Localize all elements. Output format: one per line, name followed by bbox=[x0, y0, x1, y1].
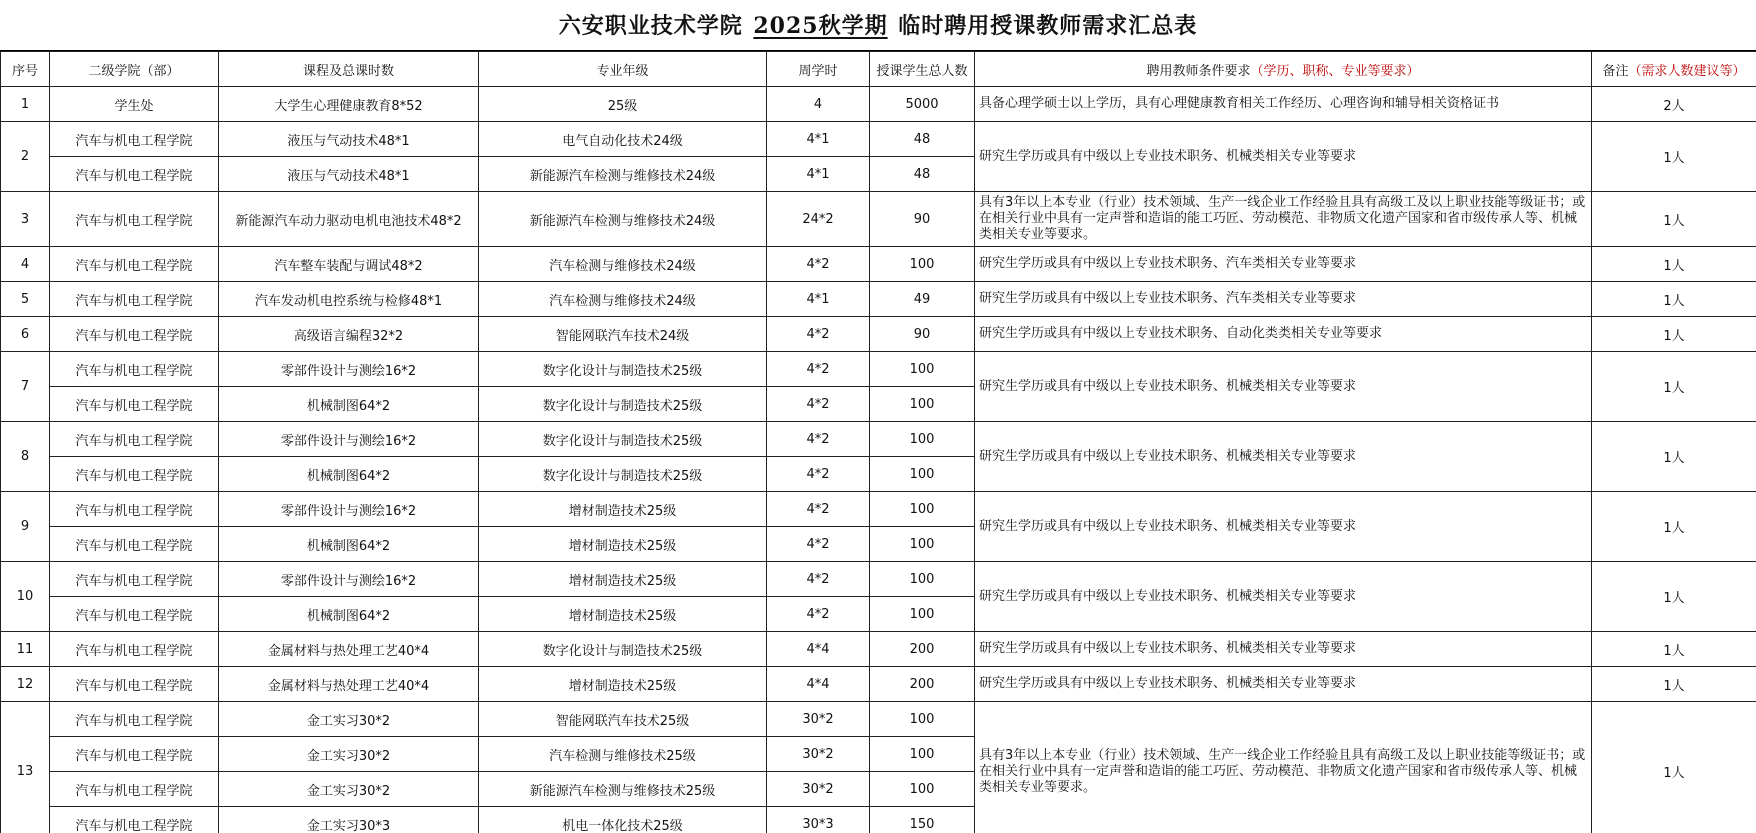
header-major: 专业年级 bbox=[479, 52, 767, 87]
cell-note: 1人 bbox=[1592, 352, 1756, 422]
cell-major: 智能网联汽车技术24级 bbox=[479, 317, 767, 352]
cell-weekly-hours: 4*2 bbox=[767, 352, 870, 387]
cell-weekly-hours: 30*3 bbox=[767, 807, 870, 833]
cell-requirements: 研究生学历或具有中级以上专业技术职务、汽车类相关专业等要求 bbox=[975, 282, 1592, 317]
cell-major: 机电一体化技术25级 bbox=[479, 807, 767, 833]
header-course: 课程及总课时数 bbox=[219, 52, 479, 87]
cell-weekly-hours: 4*1 bbox=[767, 157, 870, 192]
table-row bbox=[1, 317, 1756, 352]
cell-college: 汽车与机电工程学院 bbox=[50, 667, 219, 702]
cell-major: 电气自动化技术24级 bbox=[479, 122, 767, 157]
cell-college: 汽车与机电工程学院 bbox=[50, 122, 219, 157]
cell-seq: 13 bbox=[1, 702, 50, 833]
cell-course: 金属材料与热处理工艺40*4 bbox=[219, 632, 479, 667]
cell-students: 49 bbox=[870, 282, 975, 317]
cell-note: 1人 bbox=[1592, 317, 1756, 352]
cell-students: 200 bbox=[870, 632, 975, 667]
cell-college: 汽车与机电工程学院 bbox=[50, 422, 219, 457]
cell-requirements: 具备心理学硕士以上学历，具有心理健康教育相关工作经历、心理咨询和辅导相关资格证书 bbox=[975, 87, 1592, 122]
cell-college: 汽车与机电工程学院 bbox=[50, 192, 219, 247]
cell-requirements: 研究生学历或具有中级以上专业技术职务、机械类相关专业等要求 bbox=[975, 122, 1592, 192]
cell-seq: 12 bbox=[1, 667, 50, 702]
cell-course: 液压与气动技术48*1 bbox=[219, 157, 479, 192]
cell-students: 100 bbox=[870, 597, 975, 632]
cell-college: 汽车与机电工程学院 bbox=[50, 352, 219, 387]
cell-course: 新能源汽车动力驱动电机电池技术48*2 bbox=[219, 192, 479, 247]
cell-college: 汽车与机电工程学院 bbox=[50, 807, 219, 833]
table-row bbox=[1, 667, 1756, 702]
cell-major: 新能源汽车检测与维修技术24级 bbox=[479, 192, 767, 247]
title-suffix: 临时聘用授课教师需求汇总表 bbox=[898, 13, 1198, 39]
table-row bbox=[1, 352, 1756, 387]
cell-requirements: 研究生学历或具有中级以上专业技术职务、自动化类类相关专业等要求 bbox=[975, 317, 1592, 352]
cell-major: 增材制造技术25级 bbox=[479, 492, 767, 527]
table-row bbox=[1, 702, 1756, 737]
cell-weekly-hours: 30*2 bbox=[767, 737, 870, 772]
cell-seq: 9 bbox=[1, 492, 50, 562]
cell-note: 1人 bbox=[1592, 492, 1756, 562]
cell-major: 智能网联汽车技术25级 bbox=[479, 702, 767, 737]
cell-course: 金工实习30*2 bbox=[219, 702, 479, 737]
cell-college: 学生处 bbox=[50, 87, 219, 122]
cell-students: 100 bbox=[870, 702, 975, 737]
cell-course: 汽车发动机电控系统与检修48*1 bbox=[219, 282, 479, 317]
cell-course: 金工实习30*2 bbox=[219, 772, 479, 807]
cell-course: 大学生心理健康教育8*52 bbox=[219, 87, 479, 122]
title-prefix: 六安职业技术学院 bbox=[558, 13, 743, 39]
cell-note: 1人 bbox=[1592, 702, 1756, 833]
cell-requirements: 具有3年以上本专业（行业）技术领域、生产一线企业工作经验且具有高级工及以上职业技能等级证书；或在相关行业中具有一定声誉和造诣的能工巧匠、劳动模范、非物质文化遗产国家和省市级传承人等、机械类相关专业等要求。 bbox=[975, 192, 1592, 247]
cell-weekly-hours: 30*2 bbox=[767, 702, 870, 737]
cell-students: 150 bbox=[870, 807, 975, 833]
cell-requirements: 研究生学历或具有中级以上专业技术职务、机械类相关专业等要求 bbox=[975, 422, 1592, 492]
cell-students: 100 bbox=[870, 527, 975, 562]
cell-students: 48 bbox=[870, 157, 975, 192]
cell-course: 零部件设计与测绘16*2 bbox=[219, 422, 479, 457]
cell-course: 机械制图64*2 bbox=[219, 387, 479, 422]
cell-requirements: 研究生学历或具有中级以上专业技术职务、机械类相关专业等要求 bbox=[975, 492, 1592, 562]
header-note bbox=[1592, 52, 1756, 87]
cell-seq: 10 bbox=[1, 562, 50, 632]
cell-students: 100 bbox=[870, 457, 975, 492]
cell-course: 金工实习30*2 bbox=[219, 737, 479, 772]
cell-students: 100 bbox=[870, 492, 975, 527]
cell-college: 汽车与机电工程学院 bbox=[50, 597, 219, 632]
cell-note: 1人 bbox=[1592, 282, 1756, 317]
sheet-title bbox=[0, 0, 1756, 51]
cell-students: 100 bbox=[870, 422, 975, 457]
cell-college: 汽车与机电工程学院 bbox=[50, 737, 219, 772]
cell-course: 零部件设计与测绘16*2 bbox=[219, 352, 479, 387]
cell-note: 1人 bbox=[1592, 632, 1756, 667]
table-row bbox=[1, 192, 1756, 247]
demand-table bbox=[0, 51, 1756, 833]
cell-weekly-hours: 4*1 bbox=[767, 282, 870, 317]
cell-note: 2人 bbox=[1592, 87, 1756, 122]
cell-seq: 11 bbox=[1, 632, 50, 667]
cell-seq: 3 bbox=[1, 192, 50, 247]
cell-students: 100 bbox=[870, 737, 975, 772]
cell-major: 数字化设计与制造技术25级 bbox=[479, 387, 767, 422]
cell-course: 液压与气动技术48*1 bbox=[219, 122, 479, 157]
table-row bbox=[1, 562, 1756, 597]
cell-students: 100 bbox=[870, 562, 975, 597]
cell-college: 汽车与机电工程学院 bbox=[50, 527, 219, 562]
cell-weekly-hours: 4*2 bbox=[767, 562, 870, 597]
header-students: 授课学生总人数 bbox=[870, 52, 975, 87]
cell-course: 零部件设计与测绘16*2 bbox=[219, 492, 479, 527]
cell-major: 汽车检测与维修技术24级 bbox=[479, 247, 767, 282]
cell-major: 新能源汽车检测与维修技术24级 bbox=[479, 157, 767, 192]
header-college: 二级学院（部） bbox=[50, 52, 219, 87]
table-row bbox=[1, 282, 1756, 317]
cell-weekly-hours: 4*1 bbox=[767, 122, 870, 157]
cell-students: 90 bbox=[870, 192, 975, 247]
cell-course: 高级语言编程32*2 bbox=[219, 317, 479, 352]
cell-major: 增材制造技术25级 bbox=[479, 527, 767, 562]
cell-seq: 8 bbox=[1, 422, 50, 492]
table-row bbox=[1, 492, 1756, 527]
cell-major: 数字化设计与制造技术25级 bbox=[479, 632, 767, 667]
cell-course: 金工实习30*3 bbox=[219, 807, 479, 833]
cell-course: 零部件设计与测绘16*2 bbox=[219, 562, 479, 597]
cell-college: 汽车与机电工程学院 bbox=[50, 702, 219, 737]
title-term: 2025秋学期 bbox=[753, 13, 888, 39]
cell-note: 1人 bbox=[1592, 562, 1756, 632]
cell-major: 25级 bbox=[479, 87, 767, 122]
cell-college: 汽车与机电工程学院 bbox=[50, 247, 219, 282]
table-body bbox=[1, 87, 1756, 833]
cell-seq: 7 bbox=[1, 352, 50, 422]
cell-note: 1人 bbox=[1592, 422, 1756, 492]
cell-college: 汽车与机电工程学院 bbox=[50, 457, 219, 492]
table-row bbox=[1, 247, 1756, 282]
cell-weekly-hours: 4*2 bbox=[767, 422, 870, 457]
cell-students: 100 bbox=[870, 387, 975, 422]
cell-weekly-hours: 4*2 bbox=[767, 527, 870, 562]
cell-major: 增材制造技术25级 bbox=[479, 667, 767, 702]
cell-weekly-hours: 4*2 bbox=[767, 457, 870, 492]
cell-note: 1人 bbox=[1592, 667, 1756, 702]
cell-students: 5000 bbox=[870, 87, 975, 122]
cell-weekly-hours: 4*2 bbox=[767, 492, 870, 527]
cell-students: 90 bbox=[870, 317, 975, 352]
header-note-label: 备注 bbox=[1602, 63, 1629, 79]
cell-major: 增材制造技术25级 bbox=[479, 562, 767, 597]
header-req-label: 聘用教师条件要求 bbox=[1146, 63, 1251, 79]
cell-major: 新能源汽车检测与维修技术25级 bbox=[479, 772, 767, 807]
cell-students: 200 bbox=[870, 667, 975, 702]
header-requirements bbox=[975, 52, 1592, 87]
cell-college: 汽车与机电工程学院 bbox=[50, 562, 219, 597]
cell-weekly-hours: 4*4 bbox=[767, 667, 870, 702]
cell-college: 汽车与机电工程学院 bbox=[50, 632, 219, 667]
cell-note: 1人 bbox=[1592, 122, 1756, 192]
header-seq: 序号 bbox=[1, 52, 50, 87]
cell-weekly-hours: 24*2 bbox=[767, 192, 870, 247]
cell-seq: 1 bbox=[1, 87, 50, 122]
cell-weekly-hours: 4*2 bbox=[767, 317, 870, 352]
cell-students: 100 bbox=[870, 352, 975, 387]
cell-weekly-hours: 4*4 bbox=[767, 632, 870, 667]
cell-major: 数字化设计与制造技术25级 bbox=[479, 352, 767, 387]
table-row bbox=[1, 122, 1756, 157]
cell-course: 汽车整车装配与调试48*2 bbox=[219, 247, 479, 282]
cell-requirements: 研究生学历或具有中级以上专业技术职务、机械类相关专业等要求 bbox=[975, 352, 1592, 422]
cell-college: 汽车与机电工程学院 bbox=[50, 317, 219, 352]
cell-college: 汽车与机电工程学院 bbox=[50, 772, 219, 807]
cell-seq: 5 bbox=[1, 282, 50, 317]
table-row bbox=[1, 422, 1756, 457]
header-weekly-hours: 周学时 bbox=[767, 52, 870, 87]
table-row bbox=[1, 632, 1756, 667]
cell-major: 数字化设计与制造技术25级 bbox=[479, 457, 767, 492]
cell-students: 100 bbox=[870, 772, 975, 807]
cell-course: 机械制图64*2 bbox=[219, 527, 479, 562]
cell-seq: 6 bbox=[1, 317, 50, 352]
table-row bbox=[1, 87, 1756, 122]
cell-college: 汽车与机电工程学院 bbox=[50, 157, 219, 192]
cell-college: 汽车与机电工程学院 bbox=[50, 282, 219, 317]
header-row bbox=[1, 52, 1756, 87]
cell-course: 机械制图64*2 bbox=[219, 597, 479, 632]
cell-weekly-hours: 30*2 bbox=[767, 772, 870, 807]
cell-requirements: 具有3年以上本专业（行业）技术领域、生产一线企业工作经验且具有高级工及以上职业技能等级证书；或在相关行业中具有一定声誉和造诣的能工巧匠、劳动模范、非物质文化遗产国家和省市级传承人等、机械类相关专业等要求。 bbox=[975, 702, 1592, 833]
cell-college: 汽车与机电工程学院 bbox=[50, 387, 219, 422]
cell-requirements: 研究生学历或具有中级以上专业技术职务、机械类相关专业等要求 bbox=[975, 667, 1592, 702]
cell-note: 1人 bbox=[1592, 247, 1756, 282]
cell-requirements: 研究生学历或具有中级以上专业技术职务、汽车类相关专业等要求 bbox=[975, 247, 1592, 282]
header-note-hint: （需求人数建议等） bbox=[1628, 63, 1746, 79]
cell-course: 金属材料与热处理工艺40*4 bbox=[219, 667, 479, 702]
cell-students: 100 bbox=[870, 247, 975, 282]
cell-major: 汽车检测与维修技术25级 bbox=[479, 737, 767, 772]
cell-weekly-hours: 4*2 bbox=[767, 387, 870, 422]
cell-major: 数字化设计与制造技术25级 bbox=[479, 422, 767, 457]
cell-requirements: 研究生学历或具有中级以上专业技术职务、机械类相关专业等要求 bbox=[975, 562, 1592, 632]
cell-major: 增材制造技术25级 bbox=[479, 597, 767, 632]
cell-weekly-hours: 4 bbox=[767, 87, 870, 122]
cell-weekly-hours: 4*2 bbox=[767, 247, 870, 282]
cell-weekly-hours: 4*2 bbox=[767, 597, 870, 632]
cell-college: 汽车与机电工程学院 bbox=[50, 492, 219, 527]
cell-seq: 2 bbox=[1, 122, 50, 192]
cell-students: 48 bbox=[870, 122, 975, 157]
cell-note: 1人 bbox=[1592, 192, 1756, 247]
cell-seq: 4 bbox=[1, 247, 50, 282]
header-req-hint: （学历、职称、专业等要求） bbox=[1250, 63, 1420, 79]
cell-major: 汽车检测与维修技术24级 bbox=[479, 282, 767, 317]
cell-course: 机械制图64*2 bbox=[219, 457, 479, 492]
cell-requirements: 研究生学历或具有中级以上专业技术职务、机械类相关专业等要求 bbox=[975, 632, 1592, 667]
